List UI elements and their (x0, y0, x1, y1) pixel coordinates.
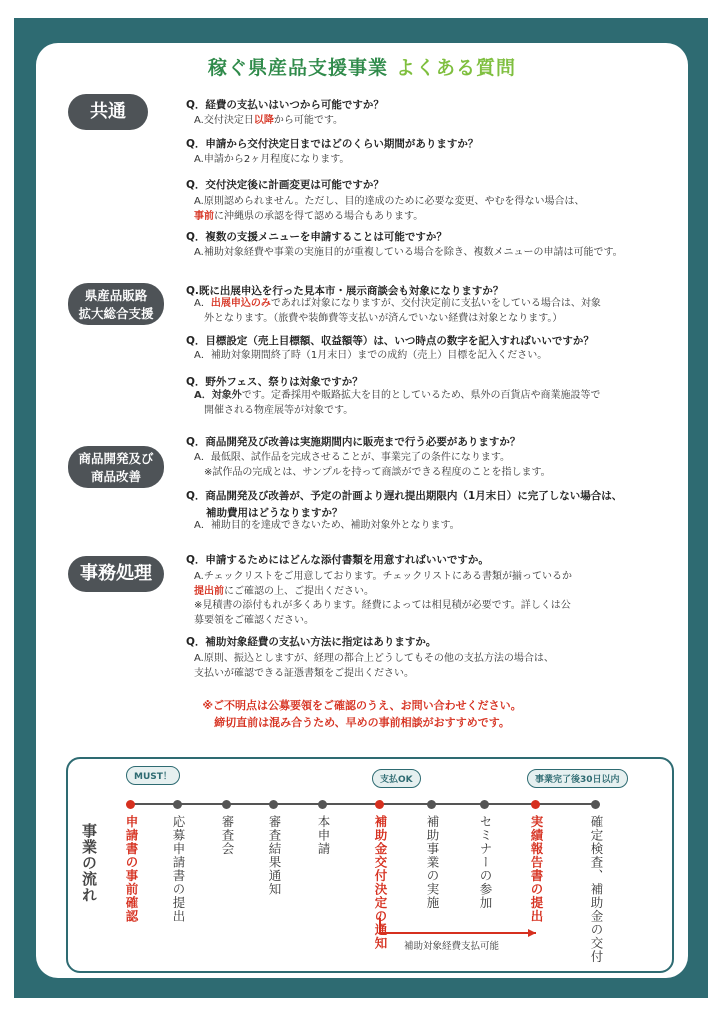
section-sales-line2: 拡大総合支援 (78, 306, 154, 321)
section-common: 共通 (68, 94, 148, 130)
step-4: 審査結果通知 (267, 815, 282, 896)
answer-10: A.チェックリストをご用意しております。チェックリストにある書類が揃っているか 提出前にご確認の上、ご提出ください。 ※見積書の添付もれが多くあります。経費によっては相見積が必要です。詳しくは公 募要領をご確認ください。 (194, 571, 573, 626)
question-5: Q.既に出展申込を行った見本市・展示商談会も対象になりますか？ (186, 285, 504, 297)
section-office: 事務処理 (68, 556, 164, 592)
question-11: Q．補助対象経費の支払い方法に指定はありますか。 (186, 636, 437, 648)
step-dot-5 (318, 800, 327, 809)
answer-9: A．補助目的を達成できないため、補助対象外となります。 (194, 520, 460, 531)
title-main: 稼ぐ県産品支援事業 (207, 57, 388, 79)
step-dot-1 (126, 800, 135, 809)
step-dot-3 (222, 800, 231, 809)
step-5: 本申請 (316, 815, 331, 856)
answer-5: A．出展申込のみであれば対象になりますが、交付決定前に支払いをしている場合は、対象 外となります。（旅費や装飾費等支払いが済んでいない経費は対象となります。） (194, 298, 601, 324)
answer-7: A．対象外です。定番採用や販路拡大を目的としているため、県外の百貨店や商業施設等で 開催される物産展等が対象です。 (194, 390, 601, 416)
question-6: Q．目標設定（売上目標額、収益額等）は、いつ時点の数字を記入すればいいですか？ (186, 335, 594, 347)
step-7: 補助事業の実施 (425, 815, 440, 910)
payment-arrow-head (528, 929, 536, 937)
tag-must: MUST！ (126, 766, 180, 785)
step-1: 申請書の事前確認 (124, 815, 139, 923)
step-6: 補助金交付決定の通知 (373, 815, 388, 950)
step-10: 確定検査、補助金の交付 (589, 815, 604, 964)
notice-line-2: 締切直前は混み合うため、早めの事前相談がおすすめです。 (214, 716, 510, 729)
question-1: Q．経費の支払いはいつから可能ですか？ (186, 99, 384, 111)
step-dot-10 (591, 800, 600, 809)
section-product-line2: 商品改善 (90, 469, 141, 484)
question-7: Q．野外フェス、祭りは対象ですか？ (186, 376, 363, 388)
answer-3: A.原則認められません。ただし、目的達成のために必要な変更、やむを得ない場合は、 事前に沖縄県の承認を得て認める場合もあります。 (194, 196, 585, 222)
section-product-line1: 商品開発及び (78, 451, 154, 466)
flow-label: 事業の流れ (80, 823, 98, 903)
step-dot-8 (480, 800, 489, 809)
tag-payment-ok: 支払OK (372, 769, 421, 788)
answer-8: A．最低限、試作品を完成させることが、事業完了の条件になります。 ※試作品の完成とは、サンプルを持って商談ができる程度のことを指します。 (194, 452, 551, 478)
question-2: Q．申請から交付決定日まではどのくらい期間がありますか？ (186, 138, 479, 150)
tag-completion-30-days: 事業完了後30日以内 (527, 769, 628, 788)
answer-6: A．補助対象期間終了時（1月末日）までの成約（売上）目標を記入ください。 (194, 350, 548, 361)
step-dot-2 (173, 800, 182, 809)
step-dot-4 (269, 800, 278, 809)
answer-1: A.交付決定日以降から可能です。 (194, 115, 344, 126)
question-9: Q．商品開発及び改善が、予定の計画より遅れ提出期限内（1月末日）に完了しない場合は、 補助費用はどうなりますか？ (186, 490, 623, 519)
question-3: Q．交付決定後に計画変更は可能ですか？ (186, 179, 384, 191)
answer-11: A.原則、振込としますが、経理の都合上どうしてもその他の支払方法の場合は、 支払いが確認できる証憑書類をご提出ください。 (194, 653, 554, 679)
notice-line-1: ※ご不明点は公募要領をご確認のうえ、お問い合わせください。 (202, 699, 522, 712)
question-4: Q．複数の支援メニューを申請することは可能ですか？ (186, 231, 447, 243)
answer-4: A.補助対象経費や事業の実施目的が重複している場合を除き、複数メニューの申請は可能です。 (194, 247, 623, 258)
step-8: セミナーの参加 (478, 815, 493, 910)
title-sub: よくある質問 (396, 57, 517, 79)
step-9: 実績報告書の提出 (529, 815, 544, 923)
step-3: 審査会 (220, 815, 235, 856)
question-8: Q．商品開発及び改善は実施期間内に販売まで行う必要がありますか？ (186, 436, 521, 448)
answer-2: A.申請から2ヶ月程度になります。 (194, 154, 350, 165)
payment-period-label: 補助対象経費支払可能 (404, 941, 500, 952)
step-dot-7 (427, 800, 436, 809)
step-dot-9 (531, 800, 540, 809)
step-2: 応募申請書の提出 (171, 815, 186, 923)
question-10: Q．申請するためにはどんな添付書類を用意すればいいですか。 (186, 554, 489, 566)
step-dot-6 (375, 800, 384, 809)
section-sales-line1: 県産品販路 (84, 288, 148, 303)
